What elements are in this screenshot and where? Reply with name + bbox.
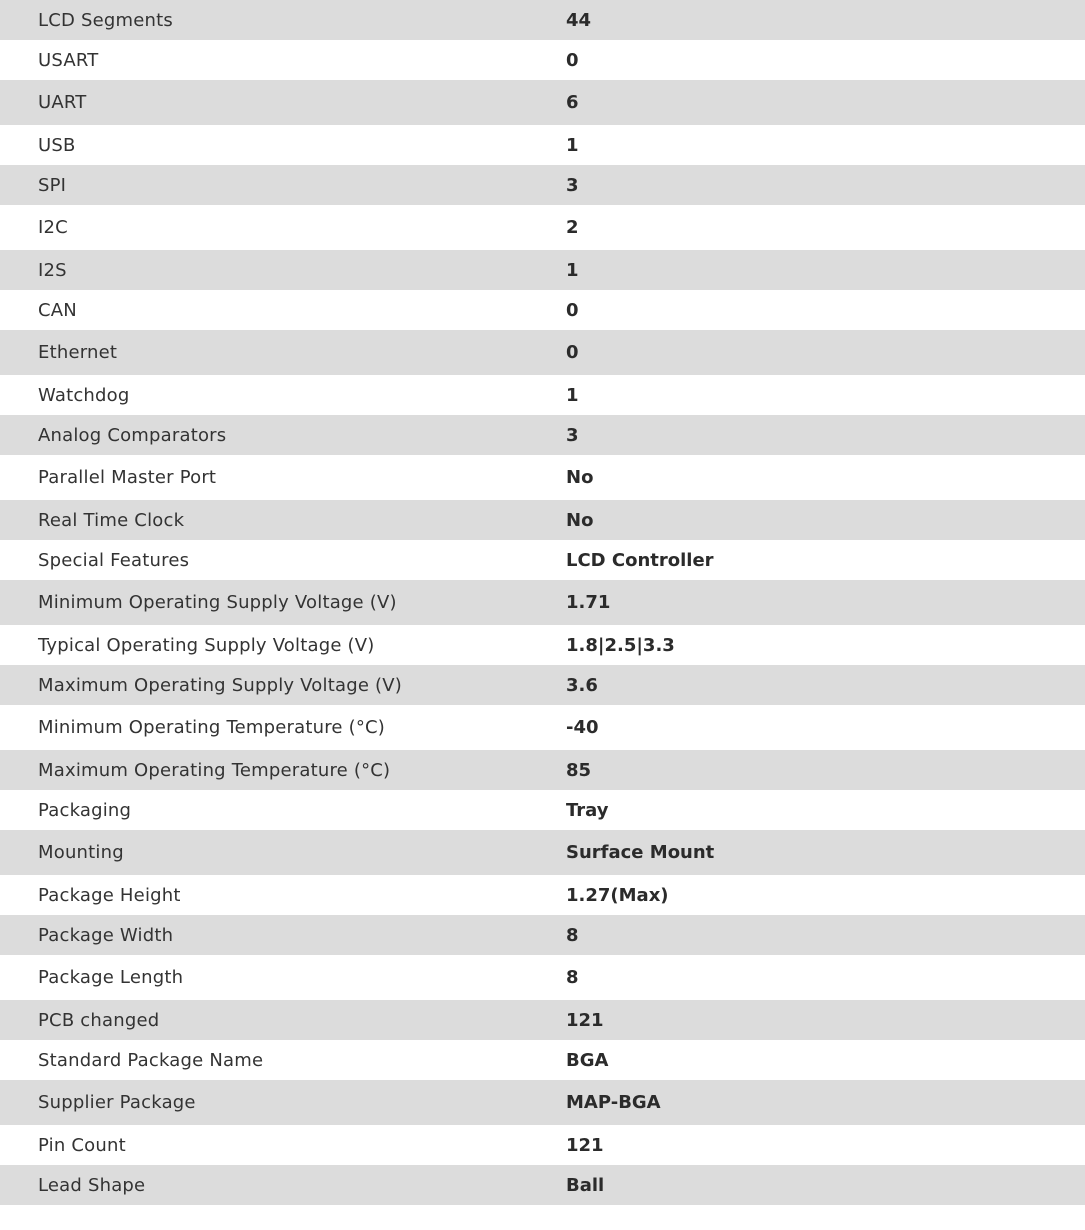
spec-value: 0 — [566, 330, 1085, 375]
spec-label: Package Height — [0, 875, 566, 915]
spec-value: 3 — [566, 165, 1085, 205]
spec-row — [0, 415, 1085, 455]
spec-label: Mounting — [0, 830, 566, 875]
spec-row — [0, 0, 1085, 40]
spec-row — [0, 750, 1085, 790]
spec-value: 0 — [566, 40, 1085, 80]
spec-label: Package Width — [0, 915, 566, 955]
spec-label: LCD Segments — [0, 0, 566, 40]
spec-value: 6 — [566, 80, 1085, 125]
spec-label: Ethernet — [0, 330, 566, 375]
spec-value: Surface Mount — [566, 830, 1085, 875]
spec-label: CAN — [0, 290, 566, 330]
spec-row — [0, 790, 1085, 830]
spec-value: 1.27(Max) — [566, 875, 1085, 915]
spec-value: 1.71 — [566, 580, 1085, 625]
spec-row — [0, 1165, 1085, 1205]
spec-label: Package Length — [0, 955, 566, 1000]
spec-row — [0, 580, 1085, 625]
spec-row — [0, 455, 1085, 500]
spec-row — [0, 205, 1085, 250]
spec-value: 0 — [566, 290, 1085, 330]
spec-value: BGA — [566, 1040, 1085, 1080]
spec-row — [0, 955, 1085, 1000]
spec-row — [0, 1040, 1085, 1080]
spec-row — [0, 705, 1085, 750]
spec-label: Minimum Operating Supply Voltage (V) — [0, 580, 566, 625]
spec-label: Lead Shape — [0, 1165, 566, 1205]
spec-value: -40 — [566, 705, 1085, 750]
spec-row — [0, 80, 1085, 125]
spec-row — [0, 915, 1085, 955]
spec-label: I2S — [0, 250, 566, 290]
spec-label: Typical Operating Supply Voltage (V) — [0, 625, 566, 665]
spec-row — [0, 290, 1085, 330]
spec-row — [0, 250, 1085, 290]
spec-label: USART — [0, 40, 566, 80]
spec-row — [0, 625, 1085, 665]
spec-value: MAP-BGA — [566, 1080, 1085, 1125]
spec-label: Pin Count — [0, 1125, 566, 1165]
spec-row — [0, 1125, 1085, 1165]
spec-row — [0, 375, 1085, 415]
spec-label: Standard Package Name — [0, 1040, 566, 1080]
spec-row — [0, 875, 1085, 915]
spec-value: 44 — [566, 0, 1085, 40]
spec-row — [0, 540, 1085, 580]
spec-value: Ball — [566, 1165, 1085, 1205]
spec-label: Maximum Operating Supply Voltage (V) — [0, 665, 566, 705]
spec-value: 3.6 — [566, 665, 1085, 705]
spec-value: LCD Controller — [566, 540, 1085, 580]
spec-label: Maximum Operating Temperature (°C) — [0, 750, 566, 790]
spec-row — [0, 665, 1085, 705]
spec-value: No — [566, 455, 1085, 500]
spec-label: Minimum Operating Temperature (°C) — [0, 705, 566, 750]
spec-label: SPI — [0, 165, 566, 205]
spec-value: 1 — [566, 125, 1085, 165]
spec-value: 8 — [566, 955, 1085, 1000]
spec-value: 8 — [566, 915, 1085, 955]
spec-label: Special Features — [0, 540, 566, 580]
spec-label: USB — [0, 125, 566, 165]
spec-value: 85 — [566, 750, 1085, 790]
spec-value: 1 — [566, 375, 1085, 415]
spec-label: Parallel Master Port — [0, 455, 566, 500]
spec-row — [0, 330, 1085, 375]
spec-row — [0, 125, 1085, 165]
spec-label: Packaging — [0, 790, 566, 830]
spec-row — [0, 500, 1085, 540]
spec-value: 2 — [566, 205, 1085, 250]
spec-label: UART — [0, 80, 566, 125]
spec-row — [0, 165, 1085, 205]
spec-value: 1 — [566, 250, 1085, 290]
spec-value: 121 — [566, 1125, 1085, 1165]
spec-label: PCB changed — [0, 1000, 566, 1040]
spec-value: 1.8|2.5|3.3 — [566, 625, 1085, 665]
spec-value: 3 — [566, 415, 1085, 455]
spec-value: No — [566, 500, 1085, 540]
spec-label: Analog Comparators — [0, 415, 566, 455]
spec-value: 121 — [566, 1000, 1085, 1040]
spec-label: Supplier Package — [0, 1080, 566, 1125]
spec-row — [0, 40, 1085, 80]
spec-row — [0, 830, 1085, 875]
spec-value: Tray — [566, 790, 1085, 830]
spec-label: Watchdog — [0, 375, 566, 415]
spec-label: Real Time Clock — [0, 500, 566, 540]
spec-label: I2C — [0, 205, 566, 250]
spec-row — [0, 1000, 1085, 1040]
spec-row — [0, 1080, 1085, 1125]
